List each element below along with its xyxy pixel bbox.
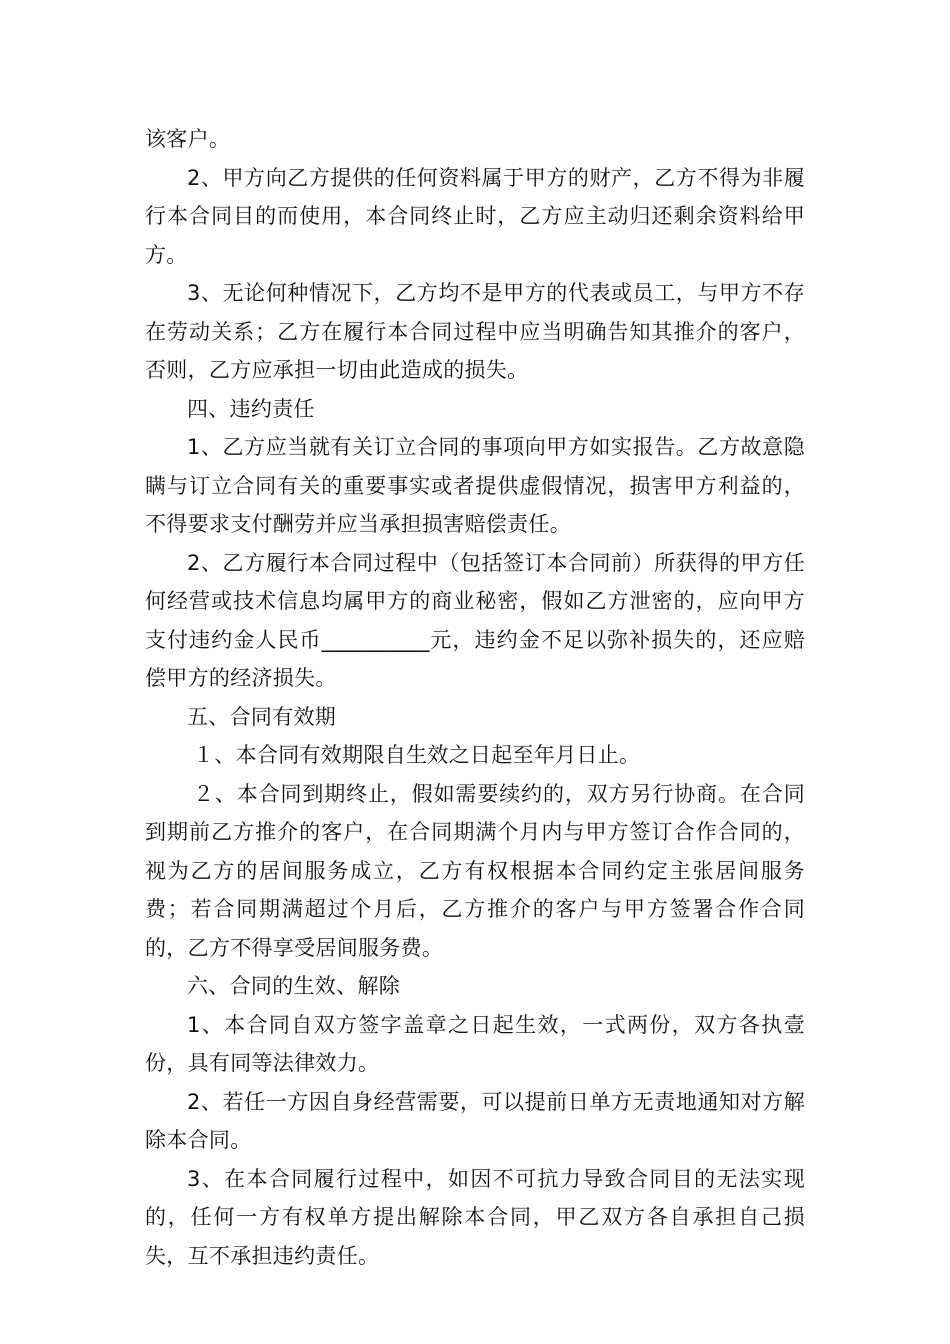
paragraph-validity-2: ２、本合同到期终止，假如需要续约的，双方另行协商。在合同到期前乙方推介的客户，在合同期满个月内与甲方签订合作合同的，视为乙方的居间服务成立，乙方有权根据本合同约定主张居间服务费；若合同期满超过个月后，乙方推介的客户与甲方签署合作合同的，乙方不得享受居间服务费。	[145, 781, 805, 960]
section-heading-breach: 四、违约责任	[187, 396, 315, 421]
section-heading-effect-termination: 六、合同的生效、解除	[187, 974, 400, 998]
section-heading-validity: 五、合同有效期	[187, 704, 337, 729]
paragraph-effect-3: 3、在本合同履行过程中，如因不可抗力导致合同目的无法实现的，任何一方有权单方提出解除本合同，甲乙双方各自承担自己损失，互不承担违约责任。	[145, 1166, 805, 1268]
paragraph-breach-2: 2、乙方履行本合同过程中（包括签订本合同前）所获得的甲方任何经营或技术信息均属甲方的商业秘密，假如乙方泄密的，应向甲方支付违约金人民币__________元，违约金不足以弥补损失的，还应赔偿甲方的经济损失。	[145, 550, 805, 690]
paragraph-effect-1: 1、本合同自双方签字盖章之日起生效，一式两份，双方各执壹份，具有同等法律效力。	[145, 1012, 805, 1075]
paragraph-clause-2-materials: 2、甲方向乙方提供的任何资料属于甲方的财产，乙方不得为非履行本合同目的而使用，本合同终止时，乙方应主动归还剩余资料给甲方。	[145, 165, 805, 267]
paragraph-clause-3-relationship: 3、无论何种情况下，乙方均不是甲方的代表或员工，与甲方不存在劳动关系；乙方在履行本合同过程中应当明确告知其推介的客户，否则，乙方应承担一切由此造成的损失。	[145, 281, 805, 382]
paragraph-continuation: 该客户。	[145, 127, 231, 151]
paragraph-breach-1: 1、乙方应当就有关订立合同的事项向甲方如实报告。乙方故意隐瞒与订立合同有关的重要事实或者提供虚假情况，损害甲方利益的，不得要求支付酬劳并应当承担损害赔偿责任。	[145, 435, 805, 536]
contract-body	[145, 120, 805, 1275]
paragraph-validity-1: １、本合同有效期限自生效之日起至年月日止。	[193, 743, 641, 767]
paragraph-effect-2: 2、若任一方因自身经营需要，可以提前日单方无责地通知对方解除本合同。	[145, 1089, 805, 1152]
